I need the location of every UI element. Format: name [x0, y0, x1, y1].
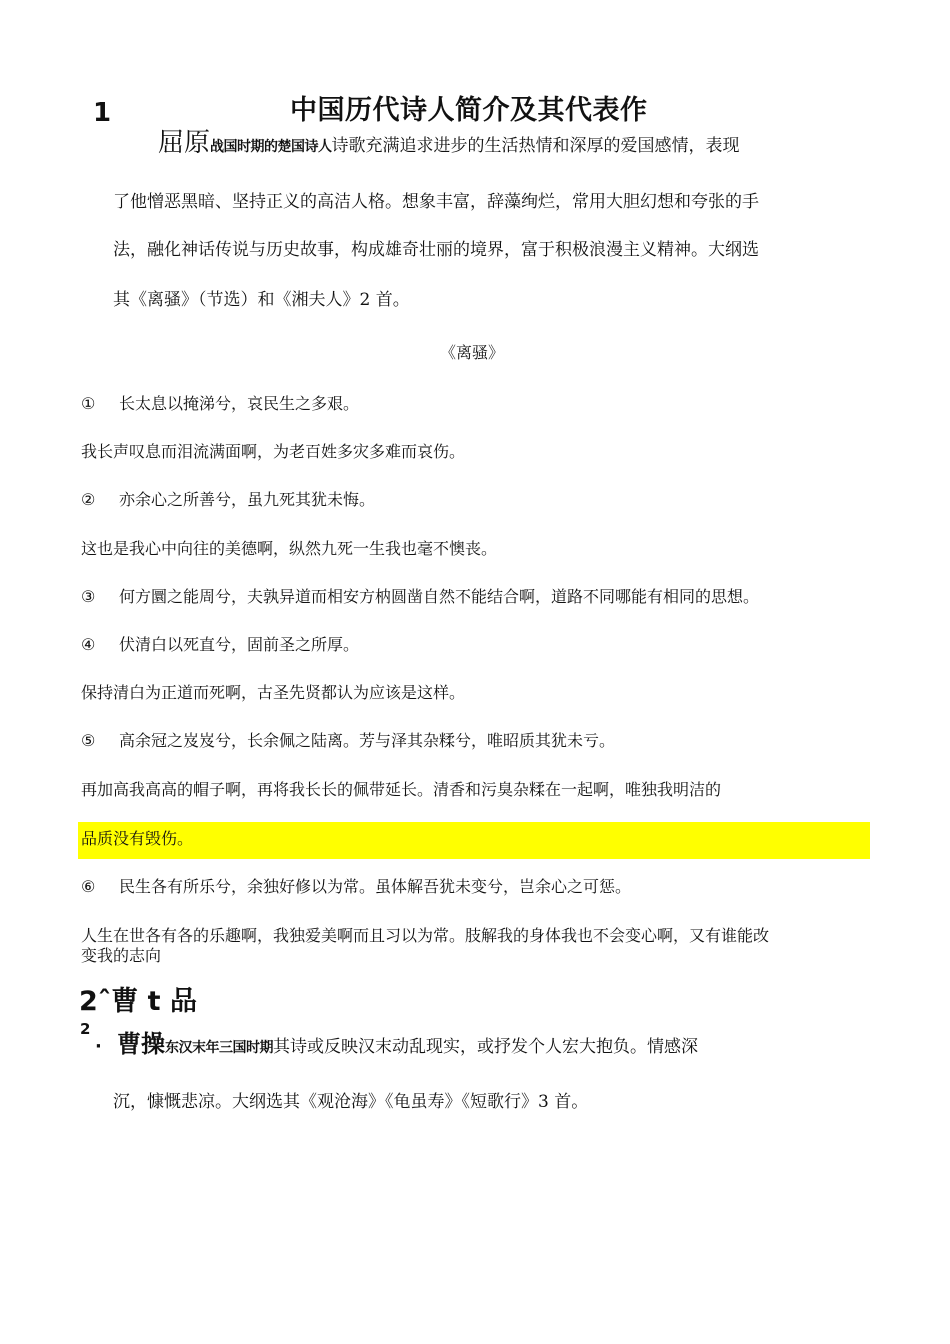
- text-highlight: [78, 822, 870, 859]
- verse-original: [81, 731, 615, 751]
- poet-name: 曹操: [117, 1030, 165, 1058]
- verse-text: 伏清白以死直兮，固前圣之所厚。: [119, 635, 360, 654]
- verse-text: 高余冠之岌岌兮，长余佩之陆离。芳与泽其杂糅兮，唯昭质其犹未亏。: [119, 731, 616, 750]
- poet-era: 战国时期的楚国诗人: [210, 139, 332, 155]
- poet-intro-line: [158, 122, 740, 156]
- intro-text: 了他憎恶黑暗、坚持正义的高洁人格。想象丰富，辞藻绚烂，常用大胆幻想和夸张的手: [113, 192, 759, 212]
- verse-original: [81, 490, 375, 510]
- verse-text: 民生各有所乐兮，余独好修以为常。虽体解吾犹未变兮，岂余心之可惩。: [119, 877, 632, 896]
- verse-original: [81, 394, 359, 414]
- verse-translation-highlighted: 品质没有毁伤。: [81, 829, 194, 848]
- verse-marker: ⑥: [81, 877, 96, 896]
- verse-translation: 我长声叹息而泪流满面啊，为老百姓多灾多难而哀伤。: [81, 442, 466, 461]
- verse-text: 何方圜之能周兮，夫孰异道而相安方枘圆凿自然不能结合啊，道路不同哪能有相同的思想。: [119, 587, 760, 606]
- poet-intro-line: [95, 1024, 698, 1056]
- poet-era: 东汉末年三国时期: [165, 1040, 273, 1056]
- verse-marker: ③: [81, 587, 96, 606]
- verse-translation: 保持清白为正道而死啊，古圣先贤都认为应该是这样。: [81, 683, 466, 702]
- section-heading: 2ˆ曹 t 品: [79, 986, 197, 1017]
- verse-text: 亦余心之所善兮，虽九死其犹未悔。: [119, 490, 376, 509]
- verse-translation: 人生在世各有各的乐趣啊，我独爱美啊而且习以为常。肢解我的身体我也不会变心啊，又有谁能改: [81, 926, 770, 945]
- verse-original: [81, 635, 359, 655]
- verse-original: [81, 587, 759, 607]
- verse-original: [81, 877, 631, 897]
- verse-marker: ⑤: [81, 731, 96, 750]
- section-number: 1: [93, 98, 112, 128]
- verse-text: 长太息以掩涕兮，哀民生之多艰。: [119, 394, 360, 413]
- intro-text: 其《离骚》（节选）和《湘夫人》2 首。: [113, 290, 410, 310]
- verse-marker: ④: [81, 635, 96, 654]
- verse-translation: 变我的志向: [81, 946, 162, 965]
- verse-translation: 这也是我心中向往的美德啊，纵然九死一生我也毫不懊丧。: [81, 539, 498, 558]
- intro-text: 沉，慷慨悲凉。大纲选其《观沧海》《龟虽寿》《短歌行》3 首。: [113, 1092, 589, 1112]
- intro-text: 诗歌充满追求进步的生活热情和深厚的爱国感情，表现: [331, 136, 740, 156]
- intro-text: 法，融化神话传说与历史故事，构成雄奇壮丽的境界，富于积极浪漫主义精神。大纲选: [113, 240, 759, 260]
- poet-name: 屈原: [158, 128, 211, 158]
- intro-text: 其诗或反映汉末动乱现实，或抒发个人宏大抱负。情感深: [273, 1037, 698, 1057]
- bullet: ·: [95, 1036, 102, 1057]
- poem-title: 《离骚》: [440, 343, 505, 362]
- section-number: 2: [80, 1020, 91, 1038]
- verse-marker: ②: [81, 490, 96, 509]
- page-title: 中国历代诗人简介及其代表作: [290, 95, 648, 126]
- verse-marker: ①: [81, 394, 96, 413]
- verse-translation: 再加高我高高的帽子啊，再将我长长的佩带延长。清香和污臭杂糅在一起啊，唯独我明洁的: [81, 780, 722, 799]
